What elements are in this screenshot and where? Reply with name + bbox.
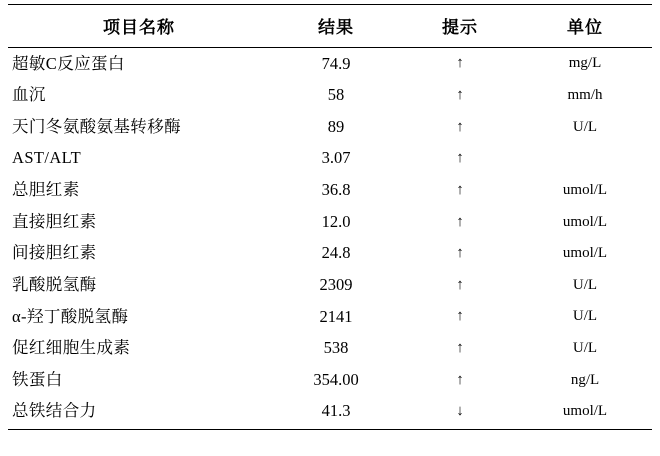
table-row	[8, 364, 652, 396]
lab-results-sheet	[0, 4, 660, 456]
cell-test-name: 超敏C反应蛋白	[12, 53, 125, 73]
table-row	[8, 48, 652, 80]
cell-test-result: 89	[327, 116, 345, 136]
cell-test-result: 58	[327, 85, 345, 105]
cell-test-name: 铁蛋白	[12, 369, 63, 389]
cell-test-flag: ↑	[456, 118, 464, 135]
table-row	[8, 111, 652, 143]
cell-test-unit: mg/L	[568, 55, 602, 72]
table-header-row	[8, 5, 652, 48]
column-header-flag: 提示	[402, 5, 518, 48]
cell-test-unit: U/L	[572, 340, 598, 357]
cell-test-name: 总铁结合力	[12, 401, 97, 421]
cell-test-result: 41.3	[321, 401, 351, 421]
column-header-name: 项目名称	[8, 5, 270, 48]
cell-test-name: 乳酸脱氢酶	[12, 274, 97, 294]
cell-test-unit: umol/L	[562, 181, 608, 198]
table-body	[8, 48, 652, 430]
cell-test-flag: ↑	[456, 150, 464, 167]
cell-test-name: 总胆红素	[12, 180, 80, 199]
cell-test-flag: ↑	[456, 55, 464, 72]
table-header	[8, 5, 652, 48]
cell-test-unit	[518, 143, 652, 175]
cell-test-flag: ↓	[456, 403, 464, 420]
cell-test-unit: U/L	[572, 308, 598, 325]
cell-test-name: 血沉	[12, 85, 46, 105]
cell-test-name: 直接胆红素	[12, 211, 97, 231]
column-header-result: 结果	[270, 5, 402, 48]
cell-test-flag: ↑	[456, 245, 464, 262]
cell-test-unit: umol/L	[562, 403, 608, 420]
table-row	[8, 143, 652, 175]
cell-test-result: 36.8	[321, 180, 351, 199]
cell-test-flag: ↑	[456, 276, 464, 293]
cell-test-flag: ↑	[456, 340, 464, 357]
cell-test-name: 间接胆红素	[12, 243, 97, 263]
column-header-unit: 单位	[518, 5, 652, 48]
cell-test-flag: ↑	[456, 181, 464, 198]
cell-test-name: α-羟丁酸脱氢酶	[12, 306, 129, 326]
table-bottom-rule	[8, 429, 652, 430]
cell-test-name: 促红细胞生成素	[12, 338, 131, 358]
table-row	[8, 80, 652, 112]
cell-test-result: 12.0	[321, 211, 351, 231]
cell-test-unit: U/L	[572, 276, 598, 293]
cell-test-result: 354.00	[313, 369, 359, 389]
cell-test-result: 74.9	[321, 53, 351, 73]
cell-test-unit: mm/h	[567, 87, 603, 104]
table-row	[8, 206, 652, 238]
cell-test-flag: ↑	[456, 213, 464, 230]
cell-test-result: 3.07	[321, 148, 351, 168]
cell-test-result: 2309	[319, 274, 353, 294]
table-row	[8, 269, 652, 301]
cell-test-result: 2141	[319, 306, 353, 326]
table-row	[8, 301, 652, 333]
cell-test-unit: ng/L	[570, 371, 600, 388]
cell-test-unit: U/L	[572, 118, 598, 135]
table-row	[8, 396, 652, 429]
table-row	[8, 175, 652, 207]
table-row	[8, 238, 652, 270]
cell-test-unit: umol/L	[562, 245, 608, 262]
cell-test-flag: ↑	[456, 308, 464, 325]
cell-test-name: AST/ALT	[12, 148, 82, 168]
cell-test-flag: ↑	[456, 371, 464, 388]
cell-test-unit: umol/L	[562, 213, 608, 230]
cell-test-name: 天门冬氨酸氨基转移酶	[12, 116, 181, 136]
cell-test-flag: ↑	[456, 87, 464, 104]
lab-results-table	[8, 4, 652, 429]
table-row	[8, 333, 652, 365]
cell-test-result: 538	[323, 338, 349, 358]
cell-test-result: 24.8	[321, 243, 351, 263]
